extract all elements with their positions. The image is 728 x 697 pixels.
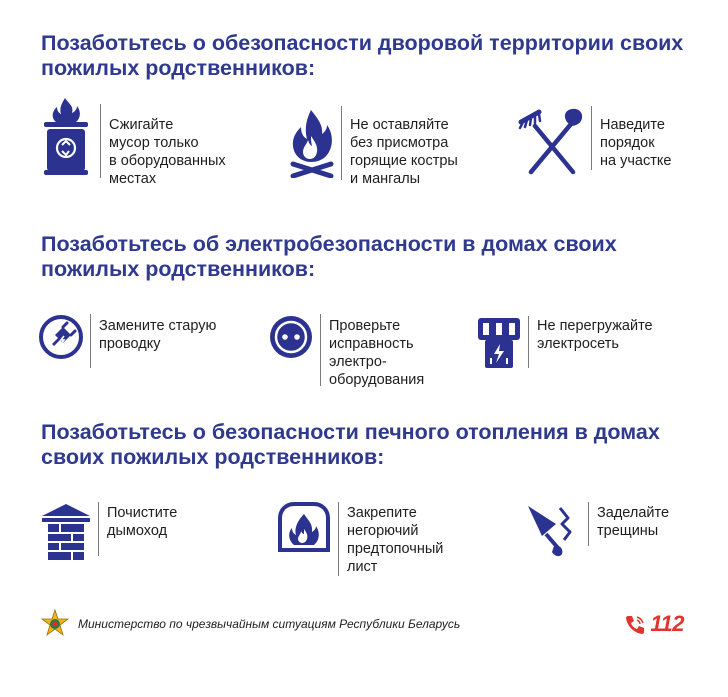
stove-fire-icon: [276, 502, 332, 554]
trash-burning-barrel-icon: [38, 96, 94, 178]
power-socket-icon: [268, 314, 314, 360]
item-divider: [341, 106, 342, 180]
section-title-yard: Позаботьтесь о обезопасности дворовой территории своих пожилых родственников:: [41, 31, 684, 80]
item-divider: [591, 106, 592, 170]
item-divider: [588, 502, 589, 546]
item-label: Сжигайте мусор только в оборудованных местах: [109, 117, 226, 187]
item-label: Не перегружайте электросеть: [537, 318, 653, 352]
emergency-number: 112: [650, 611, 684, 636]
item-label: Не оставляйте без присмотра горящие костры и мангалы: [350, 117, 458, 187]
campfire-icon: [289, 106, 335, 178]
phone-icon: [624, 613, 646, 635]
item-seal-cracks: [524, 502, 669, 558]
item-fix-sheet: [276, 502, 443, 576]
rake-shovel-icon: [517, 106, 585, 176]
item-divider: [98, 502, 99, 556]
item-tidy-up: [517, 106, 671, 176]
chimney-icon: [40, 502, 92, 562]
item-clean-chimney: [40, 502, 177, 562]
item-divider: [320, 314, 321, 386]
item-label: Заделайте трещины: [597, 505, 670, 539]
item-label: Замените старую проводку: [99, 318, 217, 352]
item-check-equipment: [268, 314, 424, 389]
electric-plug-icon: [38, 314, 84, 360]
item-label: Наведите порядок на участке: [600, 117, 672, 169]
item-campfire: [289, 106, 458, 188]
footer: [40, 609, 460, 639]
item-label: Проверьте исправность электро- оборудования: [329, 318, 425, 388]
item-divider: [90, 314, 91, 368]
trowel-crack-icon: [524, 502, 582, 558]
item-label: Почистите дымоход: [107, 505, 178, 539]
item-replace-wiring: [38, 314, 216, 368]
item-no-overload: [476, 314, 653, 370]
item-burn-trash: [38, 96, 226, 188]
electrical-panel-icon: [476, 314, 522, 370]
item-divider: [100, 104, 101, 178]
item-divider: [528, 316, 529, 368]
ministry-name: Министерство по чрезвычайным ситуациям Республики Беларусь: [78, 617, 461, 631]
emergency-call: [624, 611, 684, 637]
item-label: Закрепите негорючий предтопочный лист: [347, 505, 444, 575]
mchs-emblem-icon: [40, 609, 70, 639]
section-title-electrical: Позаботьтесь об электробезопасности в домах своих пожилых родственников:: [41, 232, 617, 281]
item-divider: [338, 502, 339, 576]
section-title-stove: Позаботьтесь о безопасности печного отопления в домах своих пожилых родственников:: [41, 420, 660, 469]
